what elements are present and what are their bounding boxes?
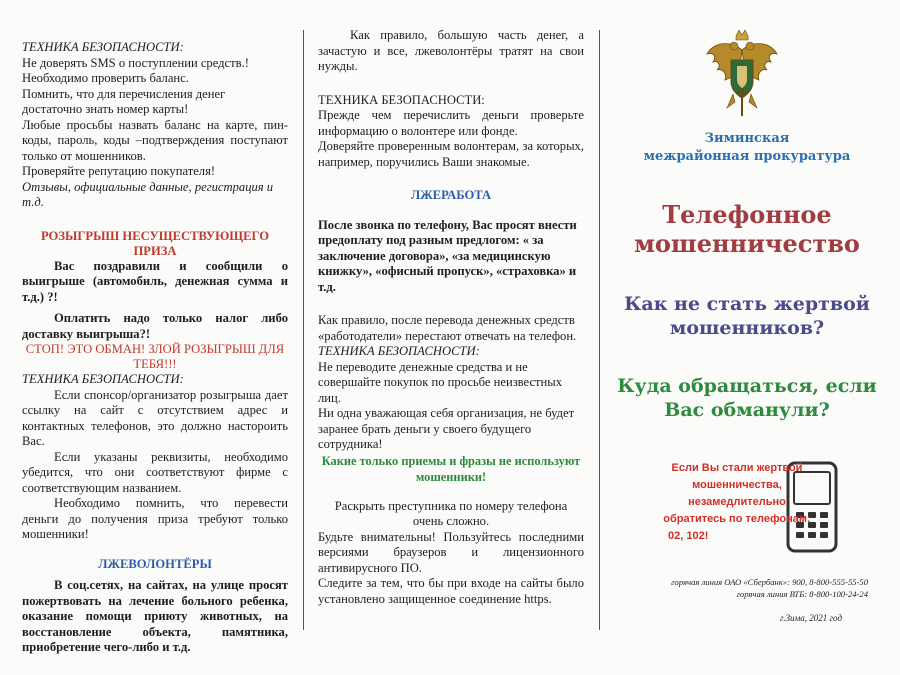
- phone-text-line: незамедлительно: [688, 496, 786, 508]
- trace-paragraph: Следите за тем, что бы при входе на сайты было установлено защищенное соединение https.: [318, 576, 584, 606]
- trace-paragraph: Будьте внимательны! Пользуйтесь последними версиями браузеров и лицензионного антивирусного ПО.: [318, 529, 584, 575]
- phone-text-line: обратитесь по телефонам:: [663, 513, 811, 525]
- subtitle-help: [612, 374, 882, 422]
- safety-paragraph: Если указаны реквизиты, необходимо убедится, что они соответствуют фирме с соответствующим названием.: [22, 449, 288, 495]
- emergency-phone-text: [662, 460, 812, 545]
- prize-paragraph: Оплатить надо только налог либо доставку выигрыша?!: [22, 311, 288, 341]
- hotline-vtb: горячая линия ВТБ: 8-800-100-24-24: [736, 589, 868, 599]
- subtitle-line: Вас обманули?: [664, 399, 830, 421]
- title-line: мошенничество: [634, 229, 860, 258]
- title-line: Телефонное: [662, 200, 832, 229]
- green-note: Какие только приемы и фразы не используют мошенники!: [321, 453, 581, 484]
- volunteers-intro: Как правило, большую часть денег, а зачастую и все, лжеволонтёры тратят на свои нужды.: [318, 28, 584, 73]
- hotline-sberbank: горячая линия ОАО «Сбербанк»: 900, 8-800-555-55-50: [671, 577, 868, 587]
- safety-line: Не доверять SMS о поступлении средств.!: [22, 55, 249, 70]
- prosecutor-emblem-icon: [703, 30, 781, 120]
- safety-paragraph: Необходимо помнить, что перевести деньги до получения приза требуют только мошенники!: [22, 496, 288, 541]
- volunteers-paragraph: В соц.сетях, на сайтах, на улице просят пожертвовать на лечение больного ребенка, оказание помощи приюту животных, на восстановление объекта, памятника, приобретение чего-либо и т.д.: [22, 578, 288, 654]
- subtitle-line: Куда обращаться, если: [617, 375, 877, 397]
- trace-paragraph: Раскрыть преступника по номеру телефона очень сложно.: [334, 498, 568, 528]
- brochure-title: [612, 200, 882, 258]
- column-divider-right: [599, 30, 600, 630]
- safety-paragraph: Доверяйте проверенным волонтерам, за которых, например, поручились Ваши знакомые.: [318, 139, 584, 169]
- prize-warning: СТОП! ЭТО ОБМАН! ЗЛОЙ РОЗЫГРЫШ ДЛЯ ТЕБЯ!!!: [25, 342, 285, 371]
- phone-text-line: Если Вы стали жертвой: [671, 462, 803, 474]
- phone-numbers: 02, 102!: [668, 530, 709, 542]
- subtitle-line: мошенников?: [669, 317, 825, 339]
- safety-title: ТЕХНИКА БЕЗОПАСНОСТИ:: [318, 344, 480, 358]
- prize-paragraph: Вас поздравили и сообщили о выигрыше (автомобиль, денежная сумма и т.д.) ?!: [22, 258, 288, 304]
- job-paragraph: Как правило, после перевода денежных средств «работодатели» перестают отвечать на телефон.: [318, 313, 577, 343]
- subtitle-prevention: [612, 292, 882, 340]
- safety-paragraph: Если спонсор/организатор розыгрыша дает ссылку на сайт с отсутствием адрес и контактных телефонов, это должно настороить Вас.: [22, 387, 288, 448]
- subtitle-line: Как не стать жертвой: [624, 293, 870, 315]
- office-name: [612, 130, 882, 166]
- job-paragraph: После звонка по телефону, Вас просят внести предоплату под разным предлогом: « за заключение договора», «за медицинскую книжку», «офисный пропуск», «страховка» и т.д.: [318, 217, 577, 294]
- office-name-line: Зиминская: [704, 131, 790, 146]
- footer-place-year: г.Зима, 2021 год: [779, 613, 842, 623]
- safety-title: ТЕХНИКА БЕЗОПАСНОСТИ:: [22, 372, 184, 386]
- safety-italic-note: Отзывы, официальные данные, регистрация и т.д.: [22, 179, 274, 209]
- column-middle: [318, 28, 584, 663]
- column-divider-left: [303, 30, 304, 630]
- safety-paragraph: Не переводите денежные средства и не совершайте покупок по просьбе неизвестных лиц.: [318, 359, 563, 405]
- emergency-phone-block: [662, 452, 842, 564]
- safety-title: ТЕХНИКА БЕЗОПАСНОСТИ:: [22, 40, 184, 54]
- safety-line: Любые просьбы назвать баланс на карте, пин-коды, пароль, коды –подтверждения поступают только от мошенников.: [22, 117, 288, 163]
- column-left: [22, 40, 288, 675]
- column-right: [612, 0, 882, 635]
- office-name-line: межрайонная прокуратура: [643, 149, 851, 164]
- safety-line: Проверяйте репутацию покупателя!: [22, 164, 216, 178]
- job-heading: ЛЖЕРАБОТА: [410, 188, 492, 202]
- safety-line: Помнить, что для перечисления денег достаточно знать номер карты!: [22, 86, 226, 116]
- safety-paragraph: Ни одна уважающая себя организация, не будет заранее брать деньги у своего будущего сотрудника!: [318, 406, 575, 451]
- safety-line: Необходимо проверить баланс.: [22, 71, 189, 85]
- safety-title: ТЕХНИКА БЕЗОПАСНОСТИ:: [318, 92, 485, 107]
- prize-heading: РОЗЫГРЫШ НЕСУЩЕСТВУЮЩЕГО ПРИЗА: [40, 228, 270, 258]
- safety-paragraph: Прежде чем перечислить деньги проверьте информацию о волонтере или фонде.: [318, 108, 584, 138]
- phone-text-line: мошенничества,: [692, 479, 782, 491]
- volunteers-heading: ЛЖЕВОЛОНТЁРЫ: [98, 556, 212, 571]
